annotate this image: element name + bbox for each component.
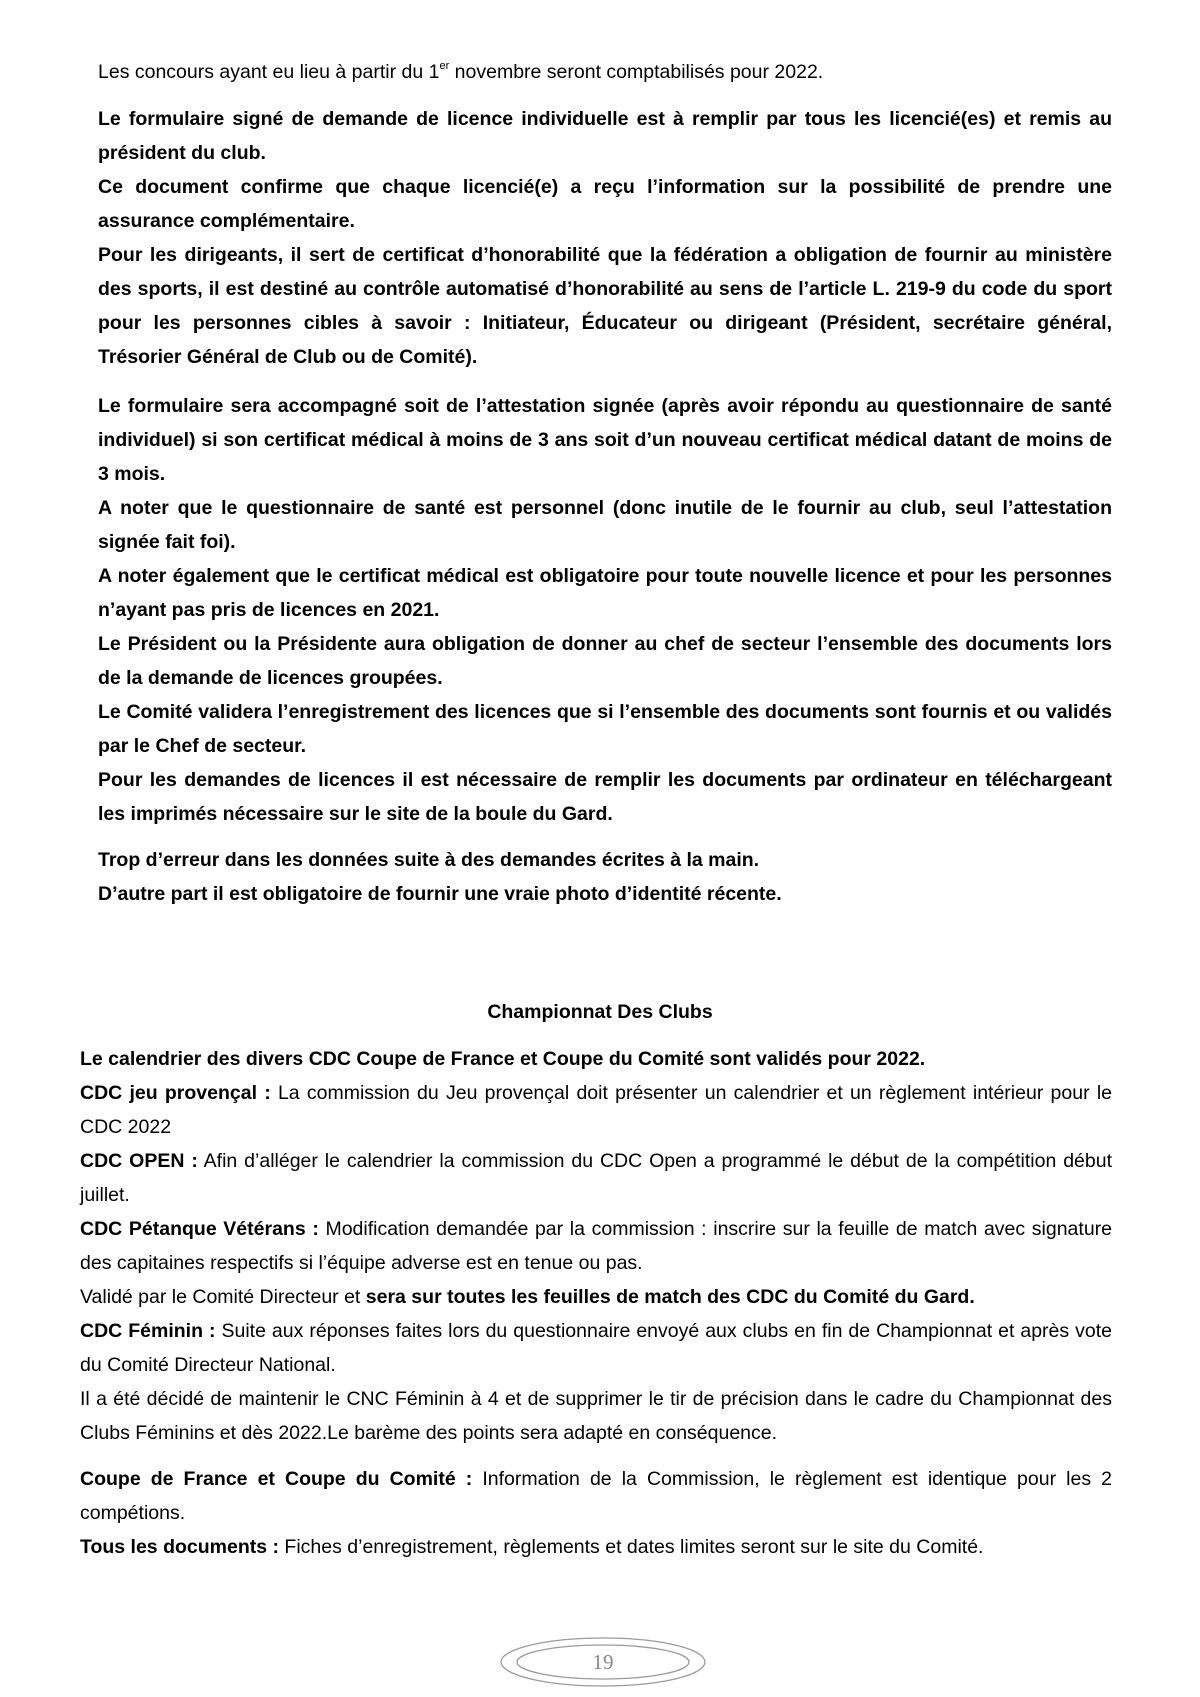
cdc-jeu-provencal-label: CDC jeu provençal : — [80, 1082, 271, 1104]
concours-text: Les concours ayant eu lieu à partir du 1 — [98, 61, 440, 83]
paragraph-cdc-open — [80, 1144, 1112, 1212]
section-heading: Championnat Des Clubs — [487, 1001, 713, 1023]
paragraph-cdc-jeu-provencal — [80, 1076, 1112, 1144]
coupe-france-label: Coupe de France et Coupe du Comité : — [80, 1468, 473, 1490]
paragraph-trop-erreur: Trop d’erreur dans les données suite à des demandes écrites à la main. — [98, 849, 760, 871]
paragraph-decide: Il a été décidé de maintenir le CNC Féminin à 4 et de supprimer le tir de précision dans le cadre du Championnat des Clubs Féminins et dès 2022.Le barème des points sera adapté en conséquence. — [80, 1388, 1112, 1444]
valide-text: Validé par le Comité Directeur et — [80, 1286, 366, 1308]
cdc-feminin-label: CDC Féminin : — [80, 1320, 216, 1342]
tous-documents-text: Fiches d’enregistrement, règlements et dates limites seront sur le site du Comité. — [279, 1536, 984, 1558]
paragraph-comite-validera: Le Comité validera l’enregistrement des licences que si l’ensemble des documents sont fournis et ou validés par le Chef de secteur. — [98, 701, 1112, 757]
paragraph-demandes-licences: Pour les demandes de licences il est nécessaire de remplir les documents par ordinateur en téléchargeant les imprimés nécessaire sur le site de la boule du Gard. — [98, 769, 1112, 825]
cdc-open-text: Afin d’alléger le calendrier la commission du CDC Open a programmé le début de la compétition début juillet. — [80, 1150, 1112, 1206]
paragraph-questionnaire-sante: A noter que le questionnaire de santé est personnel (donc inutile de le fournir au club, seul l’attestation signée fait foi). — [98, 497, 1112, 553]
paragraph-coupe-france — [80, 1462, 1112, 1530]
superscript-er: er — [439, 59, 450, 72]
cdc-open-label: CDC OPEN : — [80, 1150, 198, 1172]
paragraph-dirigeants: Pour les dirigeants, il sert de certificat d’honorabilité que la fédération a obligation de fournir au ministère des sports, il est destiné au contrôle automatisé d’honorabilité au sens de l’article L. 219-9 du code du sport pour les personnes cibles à savoir : Initiateur, Éducateur ou dirigeant (Président, secrétaire général, Trésorier Général de Club ou de Comité). — [98, 244, 1112, 368]
paragraph-cdc-veterans — [80, 1212, 1112, 1280]
paragraph-formulaire: Le formulaire signé de demande de licence individuelle est à remplir par tous les licencié(es) et remis au président du club. — [98, 108, 1112, 164]
paragraph-document-confirme: Ce document confirme que chaque licencié(e) a reçu l’information sur la possibilité de prendre une assurance complémentaire. — [98, 176, 1112, 232]
paragraph-attestation: Le formulaire sera accompagné soit de l’attestation signée (après avoir répondu au questionnaire de santé individuel) si son certificat médical à moins de 3 ans soit d’un nouveau certificat médical datant de moins de 3 mois. — [98, 395, 1112, 485]
paragraph-tous-documents — [80, 1530, 1112, 1564]
cdc-feminin-text: Suite aux réponses faites lors du questionnaire envoyé aux clubs en fin de Championnat et après vote du Comité Directeur National. — [80, 1320, 1112, 1376]
cdc-veterans-label: CDC Pétanque Vétérans : — [80, 1218, 319, 1240]
paragraph-president: Le Président ou la Présidente aura obligation de donner au chef de secteur l’ensemble des documents lors de la demande de licences groupées. — [98, 633, 1112, 689]
coupe-france-text: Information de la Commission, le règlement est identique pour les 2 compétions. — [80, 1468, 1112, 1524]
page-number-badge — [498, 1635, 708, 1689]
page-number: 19 — [592, 1650, 614, 1674]
paragraph-cdc-feminin — [80, 1314, 1112, 1382]
paragraph-photo-identite: D’autre part il est obligatoire de fournir une vraie photo d’identité récente. — [98, 883, 782, 905]
paragraph-calendrier: Le calendrier des divers CDC Coupe de France et Coupe du Comité sont validés pour 2022. — [80, 1048, 926, 1070]
cdc-jeu-provencal-text: La commission du Jeu provençal doit présenter un calendrier et un règlement intérieur pour le CDC 2022 — [80, 1082, 1112, 1138]
concours-text-rest: novembre seront comptabilisés pour 2022. — [449, 61, 824, 83]
paragraph-certificat-medical: A noter également que le certificat médical est obligatoire pour toute nouvelle licence et pour les personnes n’ayant pas pris de licences en 2021. — [98, 565, 1112, 621]
tous-documents-label: Tous les documents : — [80, 1536, 279, 1558]
valide-bold-text: sera sur toutes les feuilles de match des CDC du Comité du Gard. — [365, 1286, 975, 1308]
paragraph-concours — [98, 55, 1112, 89]
paragraph-valide — [80, 1280, 1112, 1314]
cdc-veterans-text: Modification demandée par la commission : inscrire sur la feuille de match avec signature des capitaines respectifs si l’équipe adverse est en tenue ou pas. — [80, 1218, 1112, 1274]
